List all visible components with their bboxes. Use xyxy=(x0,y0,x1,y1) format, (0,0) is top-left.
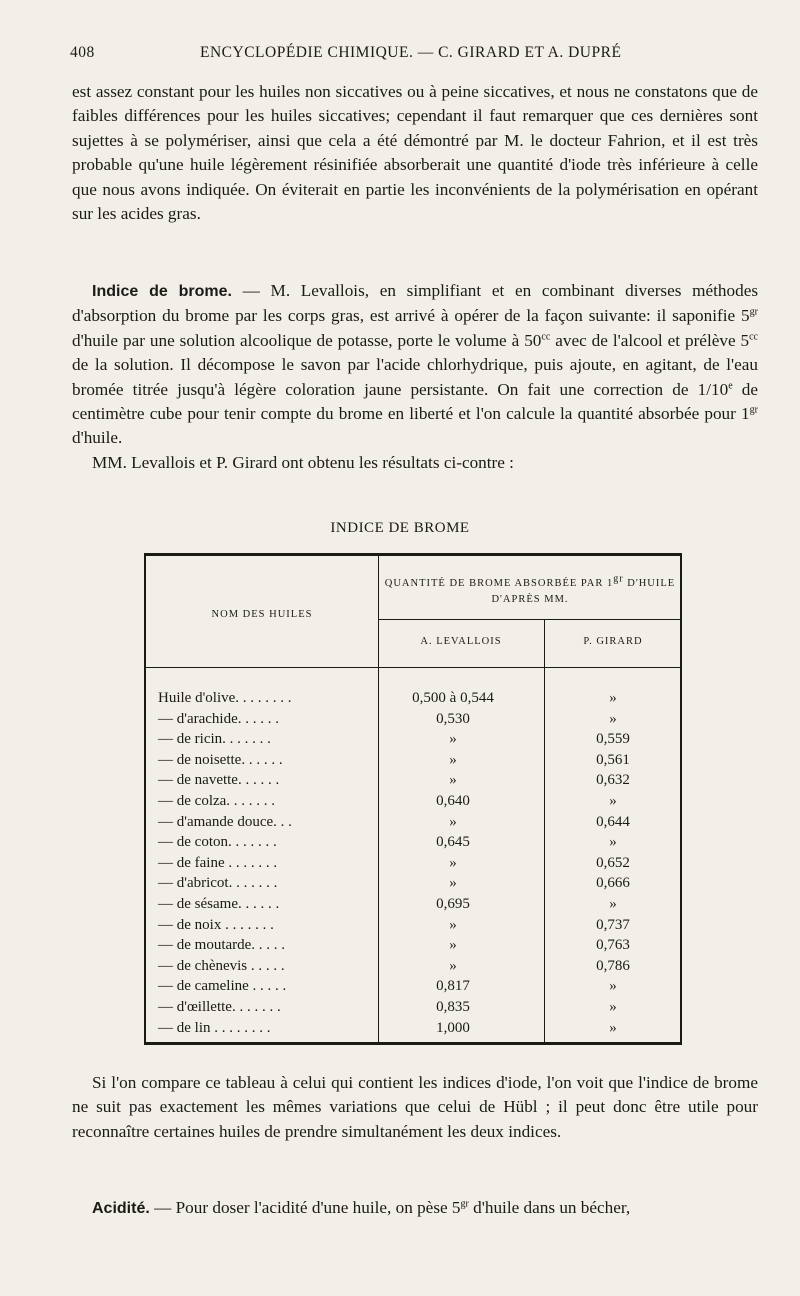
oil-name: — de coton. . . . . . . xyxy=(158,834,277,851)
table-row xyxy=(146,976,684,997)
levallois-value: 0,640 xyxy=(436,792,470,809)
girard-value: 0,666 xyxy=(596,875,630,892)
levallois-value: 0,695 xyxy=(436,895,470,912)
brome-heading: Indice de brome. xyxy=(92,283,232,300)
oil-name: — d'amande douce. . . xyxy=(158,813,292,830)
levallois-value: » xyxy=(449,731,457,748)
levallois-value: 0,530 xyxy=(436,710,470,727)
col-header-levallois: A. LEVALLOIS xyxy=(420,636,502,647)
group-header-text: QUANTITÉ DE BROME ABSORBÉE PAR 1 xyxy=(384,578,614,589)
girard-value: » xyxy=(609,1019,617,1036)
bromine-index-table xyxy=(144,553,682,1045)
brome-text-f: d'huile. xyxy=(72,428,123,448)
unit-cc: cc xyxy=(541,331,551,343)
header-rule xyxy=(146,667,680,668)
brome-paragraph xyxy=(72,279,758,451)
intro-paragraph-block xyxy=(72,80,758,226)
brome-text-d: de la solution. Il décompose le savon par l'acide chlorhydrique, puis ajoute, en agitant, de l'eau bromée titrée jusqu'à légère coloration jaune persistante. On fait une correction de 1/10 xyxy=(72,355,758,399)
girard-value: 0,644 xyxy=(596,813,630,830)
unit-gr: gr xyxy=(460,1198,469,1210)
table-row xyxy=(146,894,684,915)
unit-cc: cc xyxy=(749,331,758,343)
levallois-value: » xyxy=(449,751,457,768)
girard-value: 0,652 xyxy=(596,854,630,871)
running-title: ENCYCLOPÉDIE CHIMIQUE. — C. GIRARD ET A. DUPRÉ xyxy=(200,44,622,61)
unit-gr: gr xyxy=(749,404,758,416)
oil-name: — de sésame. . . . . . xyxy=(158,895,280,912)
oil-name: — de navette. . . . . . xyxy=(158,772,280,789)
oil-name: — de ricin. . . . . . . xyxy=(158,731,271,748)
levallois-value: » xyxy=(449,854,457,871)
table-row xyxy=(146,997,684,1018)
acidite-text-a: — Pour doser l'acidité d'une huile, on pèse 5 xyxy=(149,1198,461,1217)
girard-value: 0,632 xyxy=(596,772,630,789)
girard-value: 0,786 xyxy=(596,957,630,974)
brome-text-b: d'huile par une solution alcoolique de potasse, porte le volume à 50 xyxy=(72,330,542,350)
table-row xyxy=(146,709,684,730)
col-header-girard: P. GIRARD xyxy=(583,636,643,647)
table-row xyxy=(146,915,684,936)
girard-value: 0,763 xyxy=(596,937,630,954)
girard-value: 0,737 xyxy=(596,916,630,933)
intro-paragraph: est assez constant pour les huiles non siccatives ou à peine siccatives, et nous ne constatons que de faibles différences pour les huiles siccatives; cependant il faut remarquer que ces dernières sont sujettes à se polymériser, ainsi que cela a été démontré par M. le docteur Fahrion, et il est très probable qu'une huile légèrement résinifiée absorberait une quantité d'iode très inférieure à celle que nous avons indiquée. On éviterait en partie les inconvénients de la polymérisation en opérant sur les acides gras. xyxy=(72,82,758,224)
oil-name: Huile d'olive. . . . . . . . xyxy=(158,690,292,706)
girard-value: 0,561 xyxy=(596,751,630,768)
levallois-value: 1,000 xyxy=(436,1019,470,1036)
oil-name: — de noisette. . . . . . xyxy=(158,751,283,768)
brome-section xyxy=(72,279,758,475)
girard-value: 0,559 xyxy=(596,731,630,748)
levallois-value: 0,500 à 0,544 xyxy=(412,690,494,706)
oil-name: — de cameline . . . . . xyxy=(158,978,287,995)
group-header-rule xyxy=(378,619,682,620)
table-row xyxy=(146,873,684,894)
levallois-value: » xyxy=(449,772,457,789)
girard-value: » xyxy=(609,710,617,727)
comparison-paragraph: Si l'on compare ce tableau à celui qui contient les indices d'iode, l'on voit que l'indice de brome ne suit pas exactement les mêmes variations que celui de Hübl ; il peut donc être utile pour reconnaître certaines huiles de prendre simultanément les deux indices. xyxy=(72,1073,758,1141)
levallois-value: » xyxy=(449,813,457,830)
table-row xyxy=(146,853,684,874)
table-row xyxy=(146,688,684,709)
unit-gr: gr xyxy=(613,573,624,585)
oil-name: — de lin . . . . . . . . xyxy=(158,1019,271,1036)
oil-name: — d'abricot. . . . . . . xyxy=(158,875,278,892)
oil-name: — de faine . . . . . . . xyxy=(158,854,278,871)
table-row xyxy=(146,791,684,812)
acidite-text-b: d'huile dans un bécher, xyxy=(468,1198,631,1217)
levallois-value: » xyxy=(449,957,457,974)
acidite-block xyxy=(72,1196,758,1221)
girard-value: » xyxy=(609,895,617,912)
girard-value: » xyxy=(609,792,617,809)
col-group-header xyxy=(380,573,680,608)
girard-value: » xyxy=(609,690,617,706)
oil-name: — d'œillette. . . . . . . xyxy=(158,998,281,1015)
brome-text-c: avec de l'alcool et prélève 5 xyxy=(550,330,750,350)
table-row xyxy=(146,812,684,833)
levallois-value: 0,645 xyxy=(436,834,470,851)
brome-text-a: — M. Levallois, en simplifiant et en combinant diverses méthodes d'absorption du brome par les corps gras, est arrivé à opérer de la façon suivante: il saponifie 5 xyxy=(72,281,759,326)
table-row xyxy=(146,956,684,977)
levallois-value: 0,817 xyxy=(436,978,470,995)
results-intro: MM. Levallois et P. Girard ont obtenu les résultats ci-contre : xyxy=(92,452,514,472)
oil-name: — de moutarde. . . . . xyxy=(158,937,286,954)
table-row xyxy=(146,935,684,956)
group-header-line2: D'APRÈS MM. xyxy=(491,594,569,605)
table-row xyxy=(146,1018,684,1039)
levallois-value: 0,835 xyxy=(436,998,470,1015)
levallois-value: » xyxy=(449,916,457,933)
col-header-name: NOM DES HUILES xyxy=(211,609,313,620)
oil-name: — d'arachide. . . . . . xyxy=(158,710,279,727)
oil-name: — de colza. . . . . . . xyxy=(158,792,276,809)
levallois-value: » xyxy=(449,875,457,892)
oil-name: — de noix . . . . . . . xyxy=(158,916,274,933)
brome-text-e: de centimètre cube pour tenir compte du brome en liberté et l'on calcule la quantité absorbée pour 1 xyxy=(72,379,758,424)
acidite-heading: Acidité. xyxy=(92,1200,150,1217)
girard-value: » xyxy=(609,978,617,995)
table-caption: INDICE DE BROME xyxy=(330,520,470,536)
comparison-block xyxy=(72,1071,758,1144)
girard-value: » xyxy=(609,998,617,1015)
levallois-value: » xyxy=(449,937,457,954)
unit-e: e xyxy=(728,379,733,391)
group-header-text-end: D'HUILE xyxy=(623,578,676,589)
acidite-paragraph xyxy=(72,1196,758,1221)
table-body xyxy=(146,688,684,1038)
unit-gr: gr xyxy=(749,306,758,318)
girard-value: » xyxy=(609,834,617,851)
oil-name: — de chènevis . . . . . xyxy=(158,957,285,974)
table-row xyxy=(146,770,684,791)
page-number: 408 xyxy=(70,44,95,61)
table-row xyxy=(146,832,684,853)
table-row xyxy=(146,729,684,750)
table-row xyxy=(146,750,684,771)
